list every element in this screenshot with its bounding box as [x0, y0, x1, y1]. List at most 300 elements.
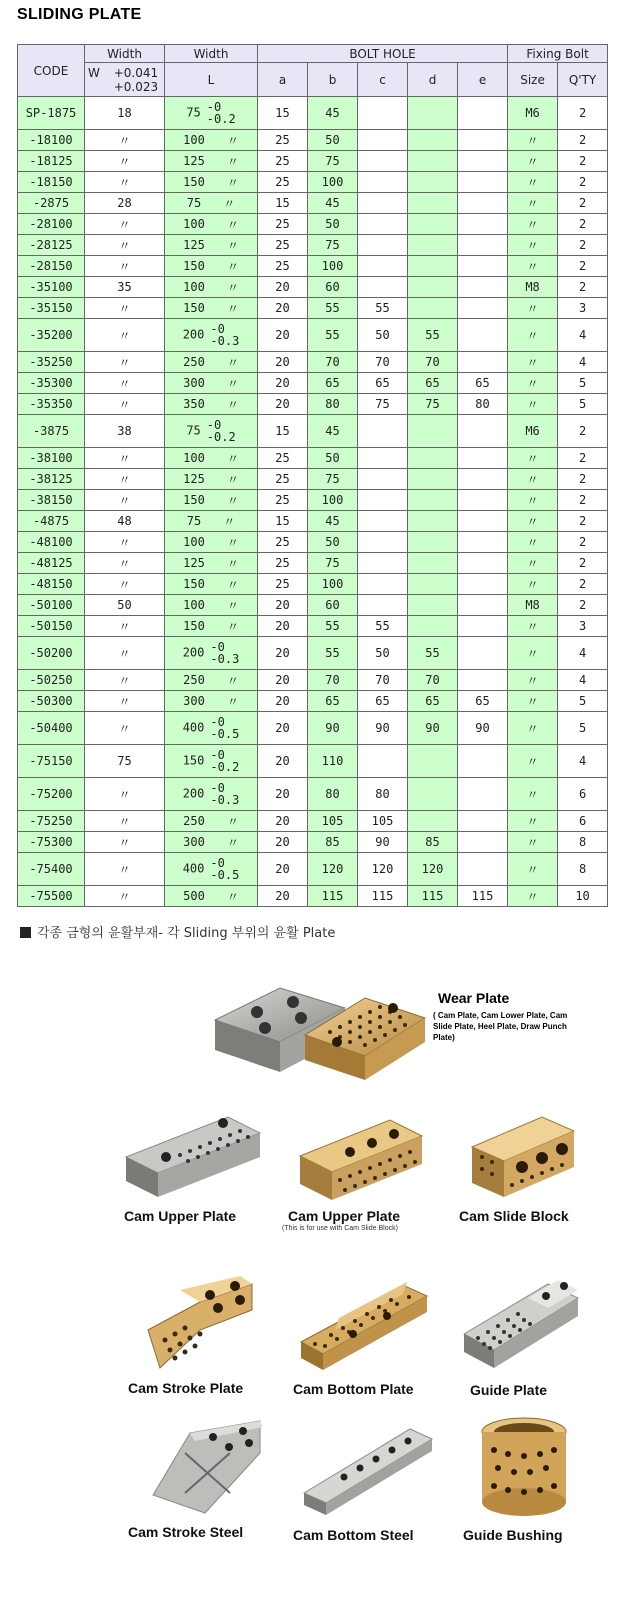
cell-l-tolerance [227, 558, 239, 570]
cell-width-l [165, 553, 258, 574]
cell-l-tol-upper: 〃 [226, 133, 239, 148]
cell-l-value: 150 [183, 301, 205, 315]
cell-l-value: 250 [183, 673, 205, 687]
cell-l-value: 400 [182, 720, 205, 735]
cell-code: -38100 [18, 448, 85, 469]
cell-l-tolerance [227, 621, 239, 633]
cell-size: 〃 [508, 886, 558, 907]
cell-code: -50200 [18, 637, 85, 670]
cell-l-tol-lower: -0.3 [210, 652, 240, 666]
cell-qty: 6 [558, 811, 608, 832]
cell-qty: 2 [558, 172, 608, 193]
cell-b: 80 [308, 394, 358, 415]
cell-d [408, 511, 458, 532]
cell-e [458, 532, 508, 553]
cell-e [458, 745, 508, 778]
cell-e [458, 319, 508, 352]
cell-l-tolerance [227, 837, 239, 849]
table-row [18, 130, 608, 151]
cell-code: -75400 [18, 853, 85, 886]
cell-qty: 3 [558, 298, 608, 319]
cell-l-value: 75 [186, 196, 202, 210]
cell-b: 45 [308, 415, 358, 448]
cell-e [458, 235, 508, 256]
cell-b: 50 [308, 130, 358, 151]
cell-width-l [165, 811, 258, 832]
cell-width-w: 〃 [85, 130, 165, 151]
header-d: d [408, 63, 458, 97]
cell-l-tol-lower: -0.5 [210, 727, 240, 741]
cell-d [408, 214, 458, 235]
cam-bottom-plate-image [295, 1272, 435, 1377]
cell-width-w: 〃 [85, 778, 165, 811]
table-row [18, 235, 608, 256]
cell-width-w: 18 [85, 97, 165, 130]
cell-b: 100 [308, 490, 358, 511]
cell-l-tolerance [207, 419, 236, 443]
cell-b: 60 [308, 595, 358, 616]
cell-l-value: 300 [183, 376, 205, 390]
cell-b: 45 [308, 193, 358, 214]
cell-size: 〃 [508, 298, 558, 319]
cell-l-value: 150 [183, 259, 205, 273]
cell-qty: 2 [558, 574, 608, 595]
cam-bottom-steel-image [298, 1415, 438, 1520]
cell-qty: 10 [558, 886, 608, 907]
cell-d [408, 574, 458, 595]
cell-e [458, 595, 508, 616]
cell-l-value: 100 [183, 133, 205, 147]
table-row [18, 256, 608, 277]
cell-e [458, 469, 508, 490]
cell-e [458, 151, 508, 172]
cell-width-l [165, 712, 258, 745]
cell-a: 20 [258, 394, 308, 415]
table-row [18, 97, 608, 130]
cell-a: 15 [258, 193, 308, 214]
cell-d: 85 [408, 832, 458, 853]
cell-width-w: 〃 [85, 811, 165, 832]
table-row [18, 595, 608, 616]
cell-l-tol-lower: -0.2 [206, 430, 236, 444]
table-row [18, 853, 608, 886]
cell-d [408, 553, 458, 574]
cell-d: 115 [408, 886, 458, 907]
table-row [18, 811, 608, 832]
cell-a: 20 [258, 373, 308, 394]
cell-l-tol-upper: 〃 [226, 376, 239, 391]
cell-qty: 4 [558, 319, 608, 352]
header-width-w: Width [85, 45, 165, 63]
cell-b: 50 [308, 532, 358, 553]
cell-d [408, 616, 458, 637]
cell-d: 120 [408, 853, 458, 886]
cell-b: 100 [308, 172, 358, 193]
cell-l-tol-upper: -0 [210, 748, 225, 762]
cell-width-l [165, 235, 258, 256]
cell-l-value: 200 [182, 327, 205, 342]
label-guide-bushing: Guide Bushing [463, 1527, 563, 1543]
cell-b: 50 [308, 214, 358, 235]
cell-e: 90 [458, 712, 508, 745]
cell-width-l [165, 394, 258, 415]
page-title: SLIDING PLATE [17, 6, 142, 23]
cell-width-l [165, 448, 258, 469]
section-heading [20, 922, 335, 941]
cell-qty: 2 [558, 214, 608, 235]
cell-e: 80 [458, 394, 508, 415]
header-w-tolerance [85, 63, 165, 97]
cell-e [458, 352, 508, 373]
cell-d [408, 778, 458, 811]
cell-width-w: 〃 [85, 172, 165, 193]
cell-l-tol-upper: 〃 [226, 577, 239, 592]
header-b: b [308, 63, 358, 97]
cell-qty: 4 [558, 670, 608, 691]
cell-b: 65 [308, 373, 358, 394]
cell-l-value: 500 [183, 889, 205, 903]
cell-c: 50 [358, 637, 408, 670]
cell-l-tol-upper: 〃 [226, 238, 239, 253]
cell-qty: 2 [558, 448, 608, 469]
cell-code: -50150 [18, 616, 85, 637]
cell-qty: 8 [558, 853, 608, 886]
header-width-l: Width [165, 45, 258, 63]
cell-size: 〃 [508, 130, 558, 151]
cell-c [358, 130, 408, 151]
cell-c: 90 [358, 712, 408, 745]
cell-code: -28125 [18, 235, 85, 256]
cell-a: 20 [258, 712, 308, 745]
cell-qty: 2 [558, 97, 608, 130]
cell-width-w: 〃 [85, 298, 165, 319]
cell-d [408, 277, 458, 298]
cell-qty: 2 [558, 553, 608, 574]
cell-l-tol-upper: 〃 [226, 217, 239, 232]
cell-width-l [165, 511, 258, 532]
cell-width-w: 〃 [85, 574, 165, 595]
cell-l-tol-upper: 〃 [223, 514, 236, 529]
header-bolt-hole: BOLT HOLE [258, 45, 508, 63]
cell-width-w: 〃 [85, 352, 165, 373]
cell-l-tol-upper: 〃 [226, 814, 239, 829]
cell-c [358, 511, 408, 532]
cell-c: 80 [358, 778, 408, 811]
cell-e [458, 130, 508, 151]
table-row [18, 511, 608, 532]
cell-e [458, 415, 508, 448]
header-l: L [165, 63, 258, 97]
cell-width-l [165, 172, 258, 193]
cell-l-tolerance [210, 641, 239, 665]
cell-code: -18125 [18, 151, 85, 172]
cell-width-l [165, 193, 258, 214]
cell-c: 70 [358, 670, 408, 691]
cell-d: 70 [408, 352, 458, 373]
header-w-tol-plus: +0.041 [113, 65, 159, 80]
cell-c [358, 277, 408, 298]
cell-l-tol-upper: 〃 [226, 175, 239, 190]
cell-width-l [165, 853, 258, 886]
cell-l-value: 150 [182, 753, 205, 768]
cell-l-value: 100 [183, 451, 205, 465]
cell-l-tolerance [227, 675, 239, 687]
cell-l-tol-lower: -0.3 [210, 793, 240, 807]
cell-b: 75 [308, 235, 358, 256]
cell-a: 25 [258, 490, 308, 511]
cell-width-l [165, 256, 258, 277]
table-row [18, 193, 608, 214]
cell-width-l [165, 130, 258, 151]
cell-a: 15 [258, 511, 308, 532]
cell-l-tol-upper: 〃 [226, 619, 239, 634]
cell-l-tol-upper: -0 [210, 322, 225, 336]
cell-e [458, 511, 508, 532]
cell-l-value: 150 [183, 493, 205, 507]
cell-width-w: 〃 [85, 832, 165, 853]
cell-width-w: 〃 [85, 151, 165, 172]
cell-width-l [165, 151, 258, 172]
cell-c: 50 [358, 319, 408, 352]
cell-d: 55 [408, 319, 458, 352]
cell-e [458, 637, 508, 670]
cell-l-tol-lower: -0.5 [210, 868, 240, 882]
cell-d: 65 [408, 691, 458, 712]
cell-size: 〃 [508, 352, 558, 373]
cell-c: 115 [358, 886, 408, 907]
cell-c [358, 151, 408, 172]
cell-width-l [165, 691, 258, 712]
cell-size: M8 [508, 277, 558, 298]
cell-code: -50400 [18, 712, 85, 745]
cell-code: -38125 [18, 469, 85, 490]
cell-size: 〃 [508, 616, 558, 637]
cell-e [458, 97, 508, 130]
cell-c: 65 [358, 373, 408, 394]
cell-qty: 2 [558, 595, 608, 616]
cell-d: 65 [408, 373, 458, 394]
cell-l-tol-lower: -0.2 [210, 760, 240, 774]
cell-b: 75 [308, 553, 358, 574]
cell-a: 20 [258, 352, 308, 373]
cell-b: 70 [308, 352, 358, 373]
cell-size: 〃 [508, 811, 558, 832]
cell-l-tol-upper: 〃 [226, 535, 239, 550]
table-row [18, 637, 608, 670]
cell-d: 55 [408, 637, 458, 670]
cell-code: -50300 [18, 691, 85, 712]
cell-b: 55 [308, 637, 358, 670]
cell-width-l [165, 373, 258, 394]
cell-e [458, 172, 508, 193]
section-heading-text: 각종 금형의 윤활부재- 각 Sliding 부위의 윤활 Plate [37, 926, 336, 941]
cell-a: 25 [258, 151, 308, 172]
cell-e [458, 193, 508, 214]
table-row [18, 832, 608, 853]
cell-c [358, 532, 408, 553]
cell-a: 20 [258, 670, 308, 691]
cell-size: 〃 [508, 574, 558, 595]
cell-l-tolerance [227, 240, 239, 252]
cell-c: 70 [358, 352, 408, 373]
cell-qty: 2 [558, 277, 608, 298]
cell-width-w: 〃 [85, 469, 165, 490]
cell-a: 25 [258, 469, 308, 490]
cell-a: 20 [258, 319, 308, 352]
cell-l-tol-upper: 〃 [226, 259, 239, 274]
cell-code: -75250 [18, 811, 85, 832]
header-code: CODE [18, 45, 85, 97]
cell-width-l [165, 298, 258, 319]
cell-size: 〃 [508, 319, 558, 352]
cell-size: 〃 [508, 235, 558, 256]
cell-qty: 2 [558, 532, 608, 553]
cell-width-l [165, 469, 258, 490]
cell-l-tolerance [227, 156, 239, 168]
cell-a: 25 [258, 256, 308, 277]
cell-c: 55 [358, 616, 408, 637]
cell-l-value: 150 [183, 619, 205, 633]
cell-a: 20 [258, 853, 308, 886]
cell-e [458, 277, 508, 298]
cell-l-tol-upper: 〃 [226, 280, 239, 295]
cell-l-value: 125 [183, 154, 205, 168]
table-row [18, 469, 608, 490]
cell-code: -48100 [18, 532, 85, 553]
label-cam-stroke-steel: Cam Stroke Steel [128, 1524, 244, 1540]
cell-d: 75 [408, 394, 458, 415]
cell-e [458, 490, 508, 511]
cell-width-w: 〃 [85, 553, 165, 574]
cell-size: 〃 [508, 373, 558, 394]
guide-bushing-image [468, 1410, 578, 1525]
cam-upper-plate-2-image [290, 1108, 430, 1208]
cell-size: 〃 [508, 745, 558, 778]
cell-l-tolerance [227, 474, 239, 486]
cell-l-value: 100 [183, 280, 205, 294]
cell-l-value: 250 [183, 355, 205, 369]
cell-size: 〃 [508, 469, 558, 490]
cell-a: 20 [258, 595, 308, 616]
cell-qty: 5 [558, 394, 608, 415]
cell-a: 25 [258, 172, 308, 193]
cell-size: 〃 [508, 172, 558, 193]
cell-size: 〃 [508, 193, 558, 214]
cell-d [408, 97, 458, 130]
cell-d [408, 595, 458, 616]
cell-code: -38150 [18, 490, 85, 511]
table-row [18, 745, 608, 778]
cell-width-l [165, 532, 258, 553]
cell-qty: 4 [558, 637, 608, 670]
cell-code: -28150 [18, 256, 85, 277]
header-qty: Q'TY [558, 63, 608, 97]
cell-qty: 2 [558, 469, 608, 490]
square-bullet-icon [20, 927, 31, 938]
cell-size: 〃 [508, 553, 558, 574]
cell-size: 〃 [508, 637, 558, 670]
cell-e [458, 832, 508, 853]
table-row [18, 712, 608, 745]
cell-width-w: 〃 [85, 853, 165, 886]
cell-l-value: 400 [182, 861, 205, 876]
cell-width-w: 〃 [85, 448, 165, 469]
cell-size: M8 [508, 595, 558, 616]
cell-c [358, 193, 408, 214]
cell-width-l [165, 670, 258, 691]
cell-code: -28100 [18, 214, 85, 235]
cell-qty: 4 [558, 352, 608, 373]
table-row [18, 151, 608, 172]
cell-c [358, 235, 408, 256]
cell-l-tol-upper: 〃 [226, 694, 239, 709]
cell-e [458, 616, 508, 637]
cell-width-w: 〃 [85, 637, 165, 670]
label-guide-plate: Guide Plate [470, 1382, 548, 1398]
cell-size: 〃 [508, 151, 558, 172]
cell-c: 90 [358, 832, 408, 853]
cell-width-l [165, 745, 258, 778]
cell-d [408, 415, 458, 448]
cell-l-tolerance [210, 857, 239, 881]
cell-b: 100 [308, 574, 358, 595]
cell-e [458, 670, 508, 691]
cell-size: 〃 [508, 712, 558, 745]
cell-b: 90 [308, 712, 358, 745]
cell-width-l [165, 574, 258, 595]
table-row [18, 532, 608, 553]
cell-size: 〃 [508, 778, 558, 811]
cell-d [408, 151, 458, 172]
table-row [18, 778, 608, 811]
cell-a: 20 [258, 745, 308, 778]
table-row [18, 373, 608, 394]
cell-code: -50250 [18, 670, 85, 691]
cell-code: -75300 [18, 832, 85, 853]
cell-c [358, 553, 408, 574]
table-row [18, 616, 608, 637]
cell-a: 20 [258, 637, 308, 670]
cell-size: 〃 [508, 490, 558, 511]
cell-width-l [165, 352, 258, 373]
cell-b: 45 [308, 97, 358, 130]
cell-l-value: 300 [183, 835, 205, 849]
cell-width-w: 50 [85, 595, 165, 616]
table-row [18, 886, 608, 907]
cell-l-value: 150 [183, 175, 205, 189]
cell-l-value: 75 [186, 514, 202, 528]
cell-l-value: 150 [183, 577, 205, 591]
header-a: a [258, 63, 308, 97]
cell-size: 〃 [508, 832, 558, 853]
cell-qty: 2 [558, 193, 608, 214]
cell-b: 110 [308, 745, 358, 778]
cell-width-w: 〃 [85, 394, 165, 415]
cell-l-tolerance [210, 782, 239, 806]
cell-c [358, 574, 408, 595]
cell-l-value: 75 [186, 105, 201, 120]
cell-b: 55 [308, 319, 358, 352]
cell-a: 25 [258, 448, 308, 469]
cell-l-tolerance [227, 378, 239, 390]
cell-code: -18150 [18, 172, 85, 193]
cell-width-l [165, 616, 258, 637]
cell-code: -35350 [18, 394, 85, 415]
cell-code: -50100 [18, 595, 85, 616]
cell-l-tolerance [227, 537, 239, 549]
cell-b: 70 [308, 670, 358, 691]
cell-c [358, 745, 408, 778]
